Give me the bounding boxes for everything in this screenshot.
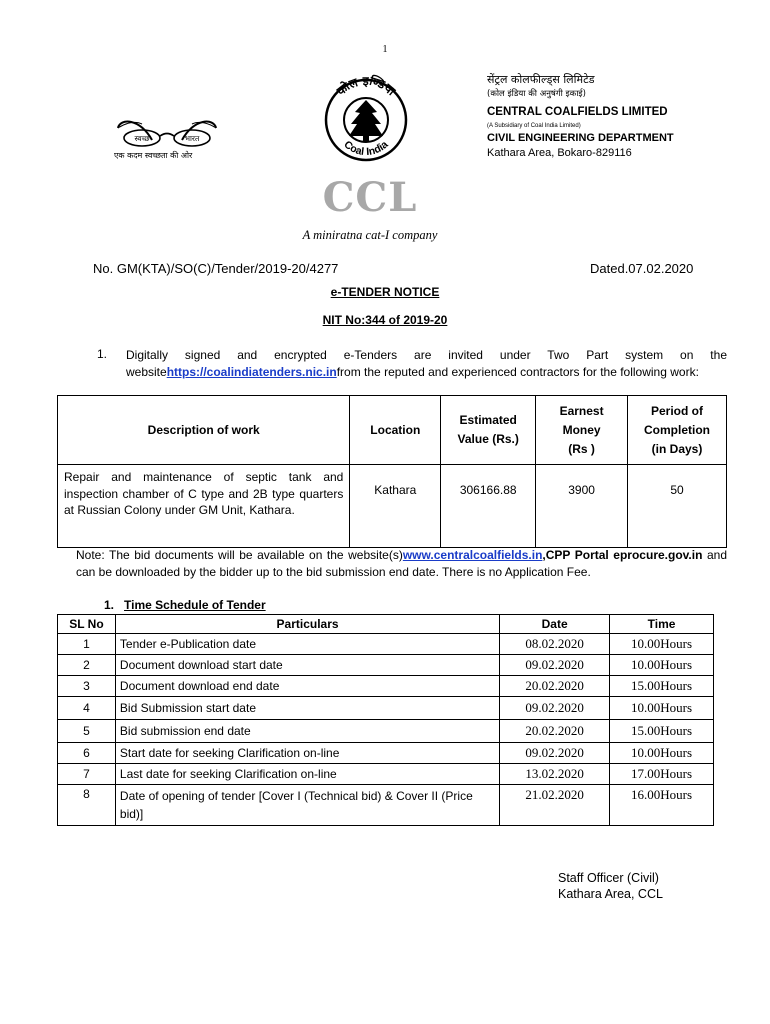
schedule-date: 09.02.2020 [500,743,610,764]
schedule-row [58,720,714,743]
company-name: CENTRAL COALFIELDS LIMITED [487,106,668,118]
header-earnest-line2: Money [562,422,601,437]
intro-text-after: from the reputed and experienced contractors for the following work: [336,364,699,379]
schedule-sl: 3 [58,676,116,697]
work-period: 50 [628,465,727,548]
header-earnest-money [536,396,628,465]
schedule-row [58,634,714,655]
schedule-sl: 8 [58,785,116,826]
notice-title [0,285,770,299]
header-earnest-line1: Earnest [559,403,604,418]
coal-india-logo [323,72,409,168]
reference-date: Dated.07.02.2020 [590,261,694,276]
schedule-particular: Document download start date [115,655,499,676]
schedule-sl: 2 [58,655,116,676]
schedule-date: 08.02.2020 [500,634,610,655]
schedule-heading [104,598,266,612]
work-table-row [58,465,727,548]
header-estimated-value [441,396,536,465]
work-estimated-value: 306166.88 [441,465,536,548]
work-location: Kathara [350,465,441,548]
schedule-header-row [58,615,714,634]
schedule-time: 15.00Hours [610,676,714,697]
intro-text-before: Digitally signed and encrypted e-Tenders are invited under Two Part system on the website [126,348,727,379]
work-table [57,395,727,548]
schedule-sl: 1 [58,634,116,655]
schedule-col-sl: SL No [58,615,116,634]
schedule-date: 20.02.2020 [500,676,610,697]
signature-office: Kathara Area, CCL [558,887,663,901]
swachh-right-text: भारत [184,134,200,143]
company-hindi-subsidiary: (कोल इंडिया की अनुषंगी इकाई) [487,89,586,99]
paragraph-number: 1. [97,347,108,361]
page-number: 1 [382,44,388,55]
schedule-time: 16.00Hours [610,785,714,826]
ccl-wordmark: CCL [322,174,418,221]
schedule-time: 15.00Hours [610,720,714,743]
tender-portal-link[interactable]: https://coalindiatenders.nic.in [166,364,337,379]
schedule-date: 09.02.2020 [500,697,610,720]
header-period [628,396,727,465]
work-earnest-money: 3900 [536,465,628,548]
schedule-table [57,614,714,826]
work-table-header [58,396,727,465]
schedule-sl: 6 [58,743,116,764]
nit-number [0,313,770,327]
schedule-particular: Date of opening of tender [Cover I (Technical bid) & Cover II (Price bid)] [115,785,499,826]
schedule-date: 20.02.2020 [500,720,610,743]
header-earnest-line3: (Rs ) [568,441,595,456]
nit-number-text: NIT No:344 of 2019-20 [322,313,448,327]
work-description: Repair and maintenance of septic tank and inspection chamber of C type and 2B type quarters at Russian Colony under GM Unit, Kathara. [58,465,350,548]
schedule-particular: Bid Submission start date [115,697,499,720]
schedule-time: 17.00Hours [610,764,714,785]
schedule-sl: 7 [58,764,116,785]
schedule-particular: Document download end date [115,676,499,697]
header-estimated-line1: Estimated [459,413,517,427]
reference-number: No. GM(KTA)/SO(C)/Tender/2019-20/4277 [93,261,339,276]
header-description: Description of work [58,396,350,465]
schedule-time: 10.00Hours [610,743,714,764]
schedule-col-date: Date [500,615,610,634]
swachh-tagline: एक कदम स्वच्छता की ओर [114,151,193,160]
schedule-row [58,697,714,720]
schedule-particular: Bid submission end date [115,720,499,743]
company-address: Kathara Area, Bokaro-829116 [487,147,632,159]
schedule-row [58,676,714,697]
note-paragraph [76,547,727,580]
schedule-heading-number: 1. [104,598,115,612]
schedule-time: 10.00Hours [610,634,714,655]
header-period-line1: Period of [651,403,704,418]
schedule-row [58,785,714,826]
schedule-row [58,655,714,676]
schedule-time: 10.00Hours [610,697,714,720]
schedule-date: 21.02.2020 [500,785,610,826]
schedule-sl: 4 [58,697,116,720]
schedule-row [58,764,714,785]
header-period-line3: (in Days) [651,441,703,456]
schedule-particular: Tender e-Publication date [115,634,499,655]
schedule-heading-text: Time Schedule of Tender [124,598,266,612]
notice-title-text: e-TENDER NOTICE [330,285,440,299]
note-portal-text: ,CPP Portal eprocure.gov.in [542,548,703,562]
schedule-sl: 5 [58,720,116,743]
intro-paragraph [126,347,727,380]
schedule-particular: Last date for seeking Clarification on-line [115,764,499,785]
note-text-after: and can be downloaded by the bidder up to the bid submission end date. There is no Application Fee. [76,548,728,579]
schedule-particular: Start date for seeking Clarification on-line [115,743,499,764]
schedule-date: 13.02.2020 [500,764,610,785]
swachh-left-text: स्वच्छ [134,134,150,143]
company-header [487,72,674,161]
signature-title: Staff Officer (Civil) [558,871,659,885]
note-text-before: Note: The bid documents will be available on the website(s) [76,548,403,562]
schedule-col-time: Time [610,615,714,634]
header-period-line2: Completion [644,422,711,437]
miniratna-tagline: A miniratna cat-I company [302,228,438,242]
schedule-date: 09.02.2020 [500,655,610,676]
schedule-col-particulars: Particulars [115,615,499,634]
company-subsidiary: (A Subsidiary of Coal India Limited) [487,123,581,129]
ccl-website-link[interactable]: www.centralcoalfields.in [402,548,543,562]
logo-top-text: कोल इण्डिया [334,73,399,99]
company-hindi-name: सेंट्रल कोलफील्ड्स लिमिटेड [487,73,595,86]
signature-block [558,870,663,902]
header-estimated-line2: Value (Rs.) [457,432,519,446]
schedule-time: 10.00Hours [610,655,714,676]
logo-bottom-text: Coal India [341,138,391,159]
schedule-row [58,743,714,764]
header-location: Location [350,396,441,465]
department-name: CIVIL ENGINEERING DEPARTMENT [487,132,674,144]
